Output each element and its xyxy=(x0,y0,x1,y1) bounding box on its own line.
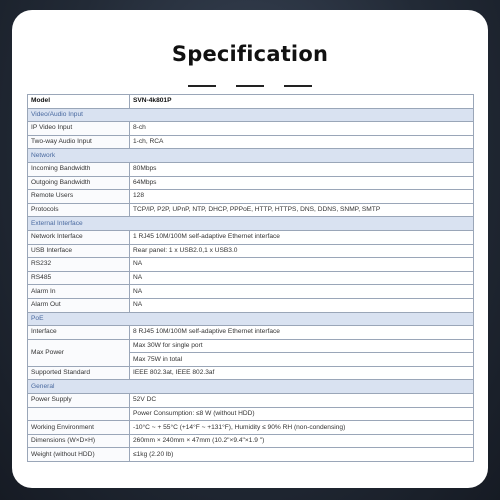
spec-label: Power Supply xyxy=(28,394,130,408)
table-row xyxy=(28,407,474,421)
section-title: PoE xyxy=(28,312,474,326)
spec-label: USB Interface xyxy=(28,244,130,258)
table-row xyxy=(28,203,474,217)
table-row xyxy=(28,122,474,136)
section-title: General xyxy=(28,380,474,394)
spec-value: TCP/IP, P2P, UPnP, NTP, DHCP, PPPoE, HTTP, HTTPS, DNS, DDNS, SNMP, SMTP xyxy=(130,203,474,217)
spec-value: Max 30W for single port xyxy=(130,339,474,353)
spec-label: Two-way Audio Input xyxy=(28,135,130,149)
table-row xyxy=(28,339,474,353)
table-row xyxy=(28,258,474,272)
table-row xyxy=(28,298,474,312)
spec-label: Protocols xyxy=(28,203,130,217)
spec-label: Supported Standard xyxy=(28,366,130,380)
spec-value: 1-ch, RCA xyxy=(130,135,474,149)
spec-label: Remote Users xyxy=(28,190,130,204)
section-header-row xyxy=(28,380,474,394)
section-title: Video/Audio Input xyxy=(28,108,474,122)
spec-label: IP Video Input xyxy=(28,122,130,136)
spec-label xyxy=(28,407,130,421)
table-row xyxy=(28,230,474,244)
spec-value: IEEE 802.3at, IEEE 802.3af xyxy=(130,366,474,380)
spec-label: Dimensions (W×D×H) xyxy=(28,434,130,448)
table-row xyxy=(28,162,474,176)
spec-label: RS485 xyxy=(28,271,130,285)
table-row xyxy=(28,366,474,380)
table-row xyxy=(28,285,474,299)
spec-label: Interface xyxy=(28,326,130,340)
title-divider xyxy=(188,85,216,87)
spec-value: NA xyxy=(130,285,474,299)
spec-value: 80Mbps xyxy=(130,162,474,176)
table-row xyxy=(28,135,474,149)
spec-value: -10°C ~ + 55°C (+14°F ~ +131°F), Humidity ≤ 90% RH (non-condensing) xyxy=(130,421,474,435)
section-title: External Interface xyxy=(28,217,474,231)
table-row xyxy=(28,176,474,190)
spec-table xyxy=(27,94,474,462)
table-row xyxy=(28,434,474,448)
title-divider xyxy=(236,85,264,87)
spec-label: Incoming Bandwidth xyxy=(28,162,130,176)
table-row xyxy=(28,271,474,285)
spec-value: NA xyxy=(130,271,474,285)
spec-label: Max Power xyxy=(28,339,130,366)
spec-value: NA xyxy=(130,298,474,312)
spec-value: 52V DC xyxy=(130,394,474,408)
spec-value: 64Mbps xyxy=(130,176,474,190)
spec-label: Working Environment xyxy=(28,421,130,435)
spec-value: 128 xyxy=(130,190,474,204)
section-header-row xyxy=(28,312,474,326)
title-divider xyxy=(284,85,312,87)
section-header-row xyxy=(28,108,474,122)
table-row xyxy=(28,244,474,258)
table-row xyxy=(28,421,474,435)
model-value: SVN-4k801P xyxy=(130,95,474,109)
spec-value: NA xyxy=(130,258,474,272)
section-header-row xyxy=(28,149,474,163)
section-title: Network xyxy=(28,149,474,163)
table-header-row xyxy=(28,95,474,109)
spec-label: Alarm Out xyxy=(28,298,130,312)
spec-label: Weight (without HDD) xyxy=(28,448,130,462)
spec-value: 8 RJ45 10M/100M self-adaptive Ethernet interface xyxy=(130,326,474,340)
spec-card xyxy=(12,10,488,488)
model-label: Model xyxy=(28,95,130,109)
spec-value: 8-ch xyxy=(130,122,474,136)
spec-label: Outgoing Bandwidth xyxy=(28,176,130,190)
table-row xyxy=(28,190,474,204)
spec-label: Alarm In xyxy=(28,285,130,299)
table-row xyxy=(28,448,474,462)
spec-value: ≤1kg (2.20 lb) xyxy=(130,448,474,462)
spec-value: 260mm × 240mm × 47mm (10.2"×9.4"×1.9 ") xyxy=(130,434,474,448)
table-row xyxy=(28,326,474,340)
table-row xyxy=(28,394,474,408)
section-header-row xyxy=(28,217,474,231)
spec-value: Max 75W in total xyxy=(130,353,474,367)
page-title: Specification xyxy=(171,42,329,66)
spec-label: Network Interface xyxy=(28,230,130,244)
spec-value: Power Consumption: ≤8 W (without HDD) xyxy=(130,407,474,421)
spec-value: 1 RJ45 10M/100M self-adaptive Ethernet interface xyxy=(130,230,474,244)
spec-label: RS232 xyxy=(28,258,130,272)
spec-value: Rear panel: 1 x USB2.0,1 x USB3.0 xyxy=(130,244,474,258)
